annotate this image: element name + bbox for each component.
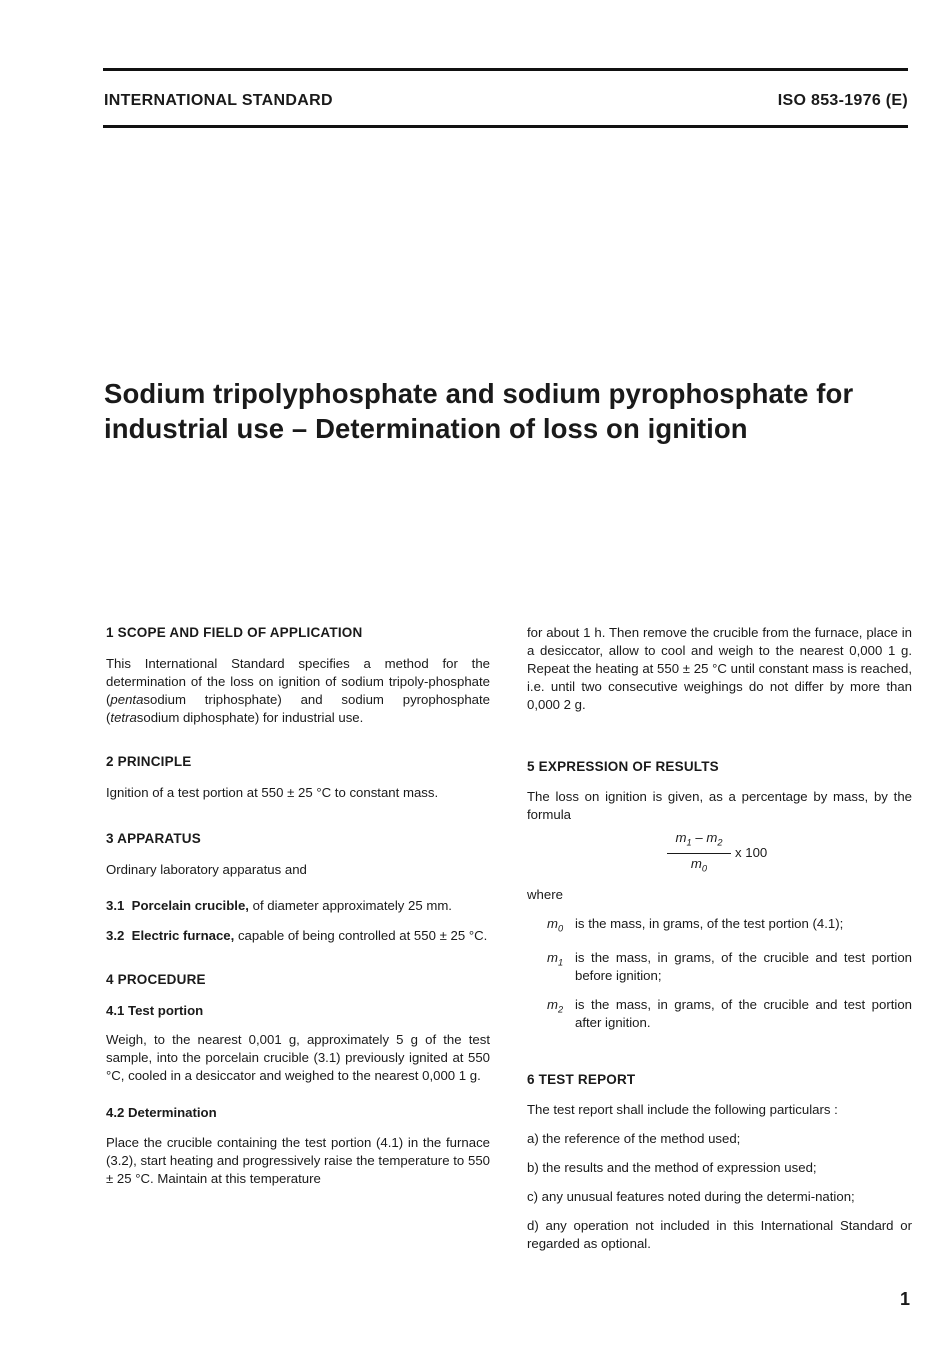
title-line-2: industrial use – Determination of loss on ignition: [104, 413, 748, 444]
num-m2: m: [706, 829, 718, 845]
section-4-heading: 4 PROCEDURE: [106, 972, 206, 987]
clause-3-2-number: 3.2: [106, 928, 125, 943]
var-letter: m: [547, 949, 558, 965]
section-2-heading: 2 PRINCIPLE: [106, 754, 192, 769]
clause-3-1: [106, 897, 490, 915]
var-subscript: 0: [558, 923, 564, 934]
formula-fraction: [667, 829, 731, 877]
report-item-a: a) the reference of the method used;: [527, 1130, 741, 1146]
subsection-4-2-text: Place the crucible containing the test portion (4.1) in the furnace (3.2), start heating and progressively raise the temperature to 550 ± 25 °C. Maintain at this temperature: [106, 1135, 490, 1186]
s1-text-b: penta: [110, 692, 144, 707]
s1-text-d: tetra: [110, 710, 137, 725]
report-item-d: d) any operation not included in this International Standard or regarded as optional.: [527, 1217, 912, 1251]
formula-numerator: [674, 829, 725, 853]
title-line-1: Sodium tripolyphosphate and sodium pyrophosphate for: [104, 378, 854, 409]
section-5-text: The loss on ignition is given, as a percentage by mass, by the formula: [527, 789, 912, 822]
report-item-b: b) the results and the method of expression used;: [527, 1159, 817, 1175]
document-title: [104, 376, 884, 446]
section-5-heading: 5 EXPRESSION OF RESULTS: [527, 759, 719, 774]
den-sub: 0: [701, 863, 708, 874]
report-item-c: c) any unusual features noted during the determi-nation;: [527, 1188, 855, 1204]
standard-type: INTERNATIONAL STANDARD: [104, 92, 333, 109]
standard-number: ISO 853-1976 (E): [777, 92, 908, 109]
var-subscript: 2: [558, 1004, 564, 1015]
clause-3-2: [106, 927, 490, 945]
formula-denominator: [691, 854, 707, 878]
den-m: m: [690, 855, 702, 871]
where-label: where: [527, 887, 563, 902]
section-6-heading: 6 TEST REPORT: [527, 1071, 636, 1087]
loss-formula: [667, 830, 912, 876]
s1-text-e: sodium diphosphate) for industrial use.: [136, 710, 364, 725]
formula-multiplier: x 100: [735, 845, 768, 860]
var-letter: m: [547, 916, 558, 931]
variable-m2: [547, 996, 912, 1032]
var-symbol: [547, 996, 575, 1032]
clause-3-2-text: capable of being controlled at 550 ± 25 °C.: [234, 928, 488, 943]
var-description: is the mass, in grams, of the crucible and test portion after ignition.: [575, 996, 912, 1030]
subsection-4-1-text: Weigh, to the nearest 0,001 g, approximately 5 g of the test sample, into the porcelain crucible (3.1) previously ignited at 550 °C, cooled in a desiccator and weighed to the nearest 0,000 1 g.: [106, 1032, 490, 1083]
section-6-text: The test report shall include the following particulars :: [527, 1101, 838, 1117]
section-3-heading: 3 APPARATUS: [106, 831, 201, 846]
variable-m1: [547, 949, 912, 985]
section-3-text: Ordinary laboratory apparatus and: [106, 862, 307, 877]
subsection-4-2-heading: 4.2 Determination: [106, 1105, 217, 1120]
var-symbol: [547, 949, 575, 985]
variable-m0: [547, 915, 912, 938]
var-symbol: [547, 915, 575, 938]
clause-3-1-title: Porcelain crucible,: [131, 898, 249, 913]
var-description: is the mass, in grams, of the test portion (4.1);: [575, 916, 844, 931]
clause-3-2-title: Electric furnace,: [131, 928, 235, 943]
var-subscript: 1: [558, 957, 564, 968]
right-column: [527, 624, 912, 1253]
clause-3-1-text: of diameter approximately 25 mm.: [248, 898, 452, 913]
section-1-heading: 1 SCOPE AND FIELD OF APPLICATION: [106, 625, 363, 640]
header-rule-top: [103, 68, 908, 71]
num-sub-2: 2: [717, 837, 723, 848]
page-number: 1: [899, 1289, 910, 1309]
s1-text-c: sodium triphosphate) and sodium pyrophosphate (: [106, 692, 490, 725]
header-rule-bottom: [103, 125, 908, 128]
subsection-4-1-heading: 4.1 Test portion: [106, 1003, 204, 1018]
var-letter: m: [547, 996, 558, 1012]
clause-3-1-number: 3.1: [106, 898, 125, 913]
section-2-text: Ignition of a test portion at 550 ± 25 °C to constant mass.: [106, 785, 439, 800]
section-1-text: [106, 655, 490, 727]
var-description: is the mass, in grams, of the crucible and test portion before ignition;: [575, 949, 912, 983]
num-minus: –: [691, 829, 707, 845]
subsection-4-2-continued: for about 1 h. Then remove the crucible from the furnace, place in a desiccator, allow to cool and weigh to the nearest 0,000 1 g. Repeat the heating at 550 ± 25 °C until constant mass is reached, i.e. until two consecutive weighings do not differ by more than 0,000 2 g.: [527, 625, 912, 712]
num-sub-1: 1: [686, 837, 692, 848]
s1-text-a: This International Standard specifies a method for the determination of the loss on ignition of sodium tripoly-phosphate (: [106, 656, 490, 707]
left-column: [106, 624, 490, 1188]
num-m1: m: [675, 829, 687, 845]
